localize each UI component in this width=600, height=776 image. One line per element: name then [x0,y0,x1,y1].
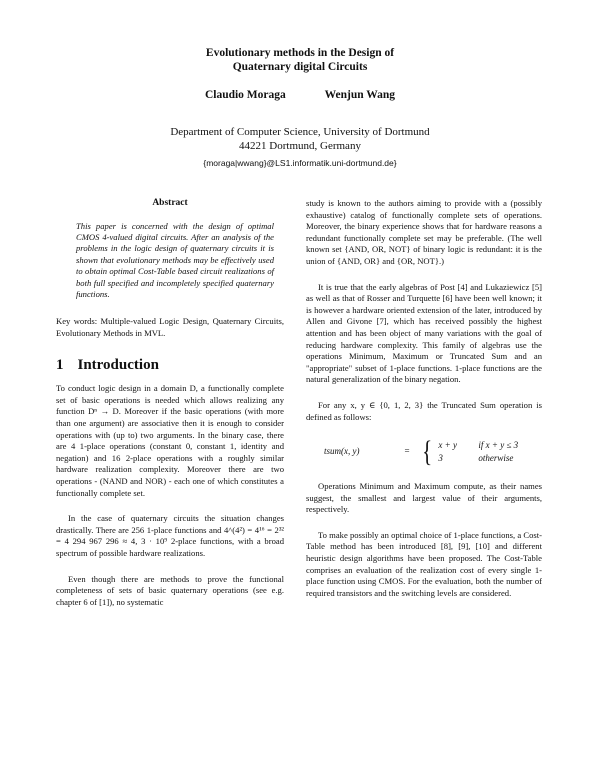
authors [100,89,500,101]
author-1: Claudio Moraga [204,89,286,101]
right-paragraph-2: It is true that the early algebras of Post [4] and Lukaziewicz [5] as well as that of Rosser and Turquette [6] have been well known; it is however a hardware oriented extension of the later, introduced by Allen and Givone [7], which has received possibly the highest attention and has been object of many variations with the goal of reducing hardware complexity. This family of algebras use the operations Minimum, Maximum or Truncated Sum and an "appropriate" subset of 1-place functions. 1-place functions are the natural generalization of the binary negation. [306,281,542,385]
case-1-value: x + y [438,440,457,451]
tsum-equation [324,437,542,467]
intro-paragraph-3: Even though there are methods to prove the functional completeness of sets of basic quaternary operations (see e.g. chapter 6 of [1]), no systematic [56,573,284,607]
keywords: Key words: Multiple-valued Logic Design, Quaternary Circuits, Evolutionary Methods in MVL. [56,316,284,339]
right-column [306,198,542,613]
paper-title [100,46,500,74]
equation-equals: = [404,446,410,457]
equation-lhs: tsum(x, y) [324,446,360,457]
case-1-condition: if x + y ≤ 3 [478,440,519,451]
abstract-text: This paper is concerned with the design of optimal CMOS 4-valued digital circuits. After an analysis of the problems in the logic design of quaternary circuits it is shown that evolutionary methods may be effectively used to obtain optimal Cost-Table based circuit realizations of both full specified and incompletely specified quaternary functions. [76,220,274,300]
affiliation-line-2: 44221 Dortmund, Germany [239,140,361,152]
title-line-2: Quaternary digital Circuits [232,61,368,73]
email: {moraga|wwang}@LS1.informatik.uni-dortmund.de} [203,158,397,168]
equation-case-1 [438,439,518,452]
left-column [56,198,284,622]
right-paragraph-3: For any x, y ∈ {0, 1, 2, 3} the Truncated Sum operation is defined as follows: [306,399,542,422]
equation-case-2 [438,452,518,465]
case-2-value: 3 [438,453,443,464]
title-line-1: Evolutionary methods in the Design of [205,47,395,59]
affiliation [100,125,500,153]
section-heading [56,356,284,373]
right-paragraph-4: Operations Minimum and Maximum compute, as their names suggest, the smallest and largest value of their arguments, respectively. [306,481,542,515]
intro-paragraph-2: In the case of quaternary circuits the situation changes drastically. There are 256 1-place functions and 4^(4²) = 4¹⁶ = 2³² = 4 294 967 296 ≈ 4, 3 · 10⁹ 2-place functions, with a broad spectrum of possible hardware realizations. [56,513,284,558]
section-title: Introduction [77,356,159,373]
section-number: 1 [56,356,64,373]
right-paragraph-1: study is known to the authors aiming to provide with a (possibly exhaustive) catalog of functionally complete sets of operations. Moreover, the binary experience shows that for hardware reasons a redundant functionally complete set may be preferable. (The well known set {AND, OR, NOT} of binary logic is redundant: it is the union of {AND, OR} and {OR, NOT}.) [306,198,542,266]
intro-paragraph-1: To conduct logic design in a domain D, a functionally complete set of basic operations is needed which allows realizing any function Dⁿ → D. Moreover if the basic operations (with more than one argument) are associative then it is enough to consider operations with (up to) two arguments. In the binary case, there are 4 1-place operations (constant 0, constant 1, identity and negation) and 16 2-place operations with a roughly similar hardware realization complexity. Moreover there are two operations - (NAND and NOR) - each one of which constitutes a functionally complete set. [56,383,284,498]
affiliation-line-1: Department of Computer Science, University of Dortmund [170,126,430,138]
case-2-condition: otherwise [478,453,514,464]
right-paragraph-5: To make possibly an optimal choice of 1-place functions, a Cost-Table method has been introduced [8], [9], [10] and different heuristic design algorithms have been proposed. The Cost-Table comprises an evaluation of the realization cost of every single 1-place function using CMOS. For the evaluation, both the number of required transistors and the switching levels are considered. [306,529,542,598]
equation-cases [438,439,518,465]
equation-brace: { [422,435,433,469]
abstract-heading: Abstract [152,198,188,208]
author-2: Wenjun Wang [324,89,396,101]
